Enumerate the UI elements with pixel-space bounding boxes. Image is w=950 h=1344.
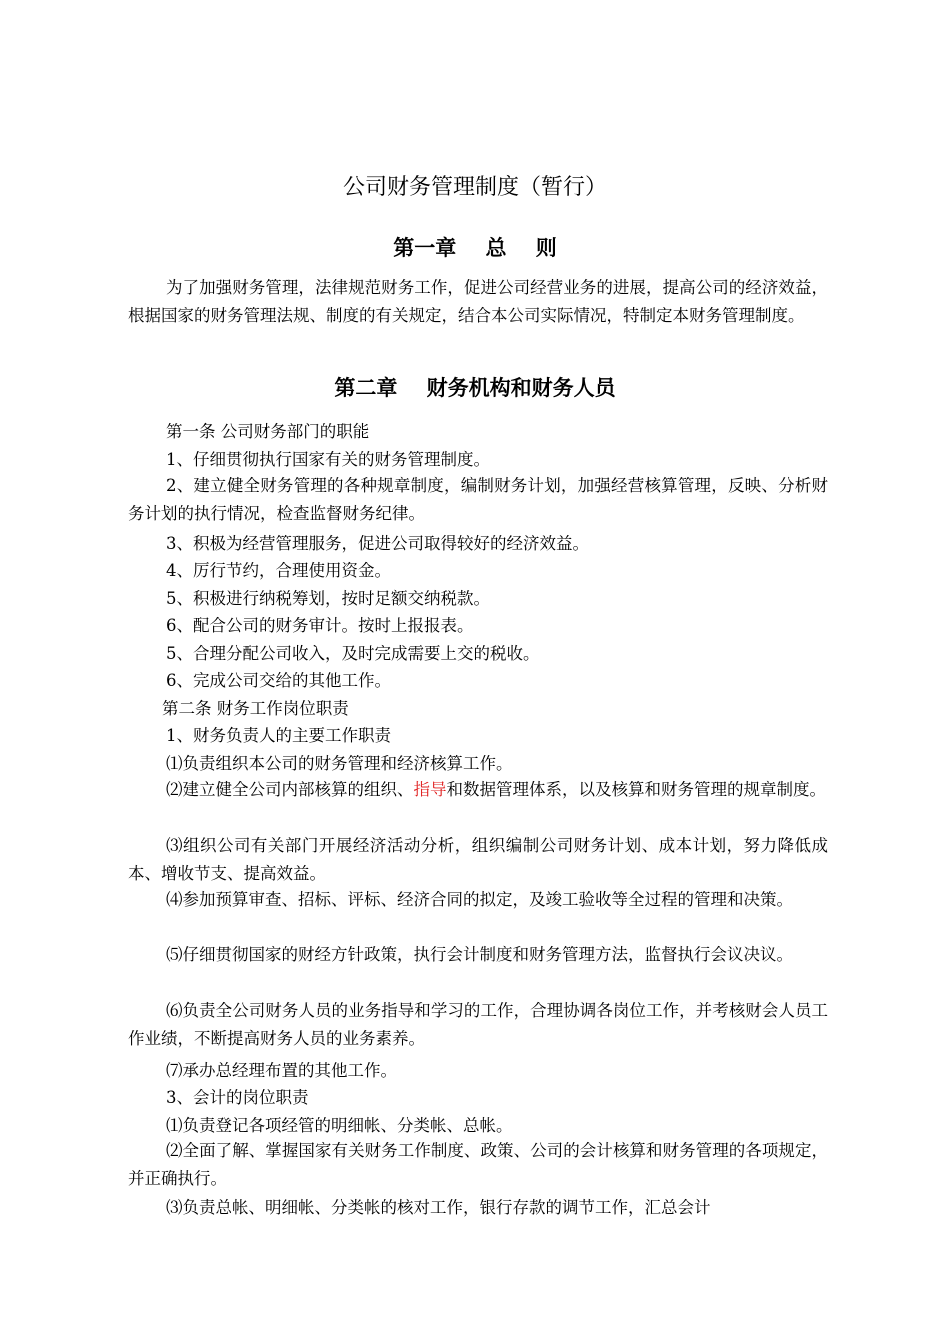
chapter-1-intro: 为了加强财务管理，法律规范财务工作，促进公司经营业务的进展，提高公司的经济效益，根据国家的财务管理法规、制度的有关规定，结合本公司实际情况，特制定本财务管理制度。: [128, 278, 828, 325]
section-1-title: 1、财务负责人的主要工作职责: [166, 726, 391, 745]
section-1-item-1: ⑴负责组织本公司的财务管理和经济核算工作。: [166, 754, 513, 773]
article-1-item-7: 5、合理分配公司收入，及时完成需要上交的税收。: [166, 644, 540, 663]
article-2-title: 第二条 财务工作岗位职责: [162, 699, 349, 718]
section-1-item-2: [128, 776, 828, 804]
article-1-item-4: 4、厉行节约，合理使用资金。: [166, 561, 391, 580]
section-1-item-3: ⑶组织公司有关部门开展经济活动分析，组织编制公司财务计划、成本计划，努力降低成本、增收节支、提高效益。: [128, 836, 828, 883]
section-1-item-2-after: 和数据管理体系，以及核算和财务管理的规章制度。: [446, 780, 826, 799]
article-1-item-1: 1、仔细贯彻执行国家有关的财务管理制度。: [166, 450, 490, 469]
article-1-item-5: 5、积极进行纳税筹划，按时足额交纳税款。: [166, 589, 490, 608]
section-1-item-4: ⑷参加预算审查、招标、评标、经济合同的拟定，及竣工验收等全过程的管理和决策。: [166, 890, 793, 909]
section-3-item-1: ⑴负责登记各项经管的明细帐、分类帐、总帐。: [166, 1116, 513, 1135]
article-1-title: 第一条 公司财务部门的职能: [166, 422, 370, 441]
section-1-item-6: ⑹负责全公司财务人员的业务指导和学习的工作，合理协调各岗位工作，并考核财会人员工作业绩，不断提高财务人员的业务素养。: [128, 1001, 828, 1048]
section-3-item-2: ⑵全面了解、掌握国家有关财务工作制度、政策、公司的会计核算和财务管理的各项规定，并正确执行。: [128, 1141, 828, 1188]
article-1-item-6: 6、配合公司的财务审计。按时上报报表。: [166, 616, 474, 635]
section-1-item-5: ⑸仔细贯彻国家的财经方针政策，执行会计制度和财务管理方法，监督执行会议决议。: [166, 945, 793, 964]
article-1-item-3: 3、积极为经营管理服务，促进公司取得较好的经济效益。: [166, 534, 589, 553]
chapter-2-heading: 第二章 财务机构和财务人员: [334, 376, 616, 400]
article-1-item-8: 6、完成公司交给的其他工作。: [166, 671, 391, 690]
document-title: 公司财务管理制度（暂行）: [342, 175, 607, 200]
section-1-item-2-before: ⑵建立健全公司内部核算的组织、: [166, 780, 414, 799]
highlighted-term: 指导: [413, 780, 447, 799]
section-3-title: 3、会计的岗位职责: [166, 1088, 309, 1107]
chapter-1-heading: 第一章 总 则: [393, 236, 557, 260]
section-3-item-3: ⑶负责总帐、明细帐、分类帐的核对工作，银行存款的调节工作，汇总会计: [166, 1198, 711, 1217]
article-1-item-2: 2、建立健全财务管理的各种规章制度，编制财务计划，加强经营核算管理，反映、分析财务计划的执行情况，检查监督财务纪律。: [128, 476, 828, 523]
section-1-item-7: ⑺承办总经理布置的其他工作。: [166, 1061, 397, 1080]
